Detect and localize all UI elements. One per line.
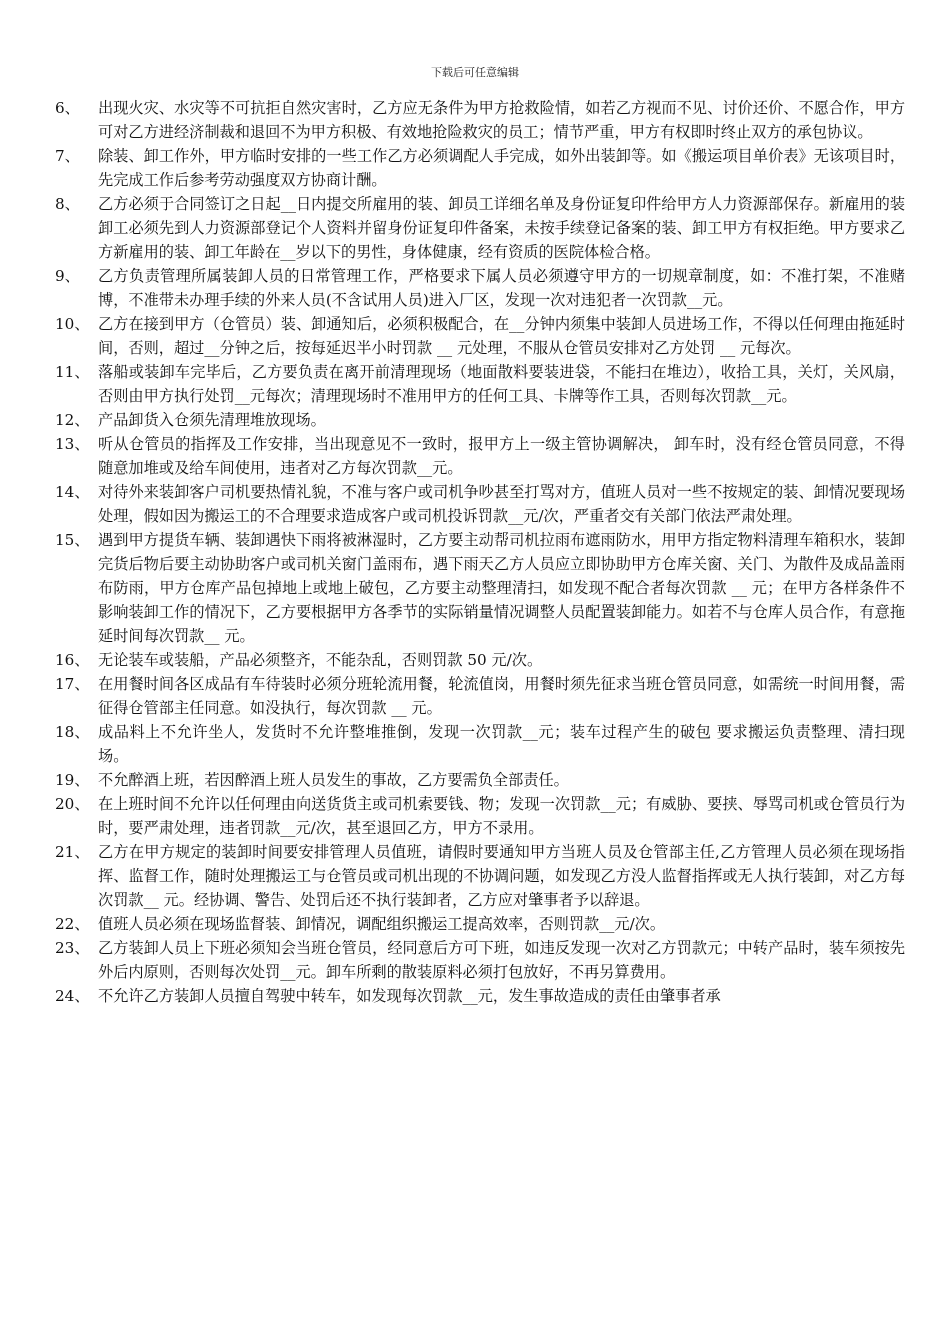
clause-number: 14、	[55, 483, 90, 501]
clause-24	[55, 984, 905, 1008]
clause-number: 22、	[55, 915, 90, 933]
clause-17	[55, 672, 905, 720]
clause-number: 7、	[55, 147, 80, 165]
clause-text: 乙方在接到甲方（仓管员）装、卸通知后，必须积极配合，在__分钟内须集中装卸人员进场工作，不得以任何理由拖延时间，否则，超过__分钟之后，按每延迟半小时罚款 __ 元处理，不服从仓管员安排对乙方处罚 __ 元每次。	[98, 315, 905, 357]
clause-text: 在用餐时间各区成品有车待装时必须分班轮流用餐，轮流值岗，用餐时须先征求当班仓管员同意，如需统一时间用餐，需征得仓管部主任同意。如没执行，每次罚款 __ 元。	[98, 675, 905, 717]
clause-21	[55, 840, 905, 912]
clause-number: 23、	[55, 939, 90, 957]
clause-20	[55, 792, 905, 840]
clause-22	[55, 912, 905, 936]
clause-number: 19、	[55, 771, 90, 789]
clause-number: 12、	[55, 411, 90, 429]
clause-12	[55, 408, 905, 432]
clause-11	[55, 360, 905, 408]
clause-15	[55, 528, 905, 648]
clause-9	[55, 264, 905, 312]
clause-text: 乙方在甲方规定的装卸时间要安排管理人员值班，请假时要通知甲方当班人员及仓管部主任,乙方管理人员必须在现场指挥、监督工作，随时处理搬运工与仓管员或司机出现的不协调问题，如发现乙方没人监督指挥或无人执行装卸，对乙方每次罚款__ 元。经协调、警告、处罚后还不执行装卸者，乙方应对肇事者予以辞退。	[98, 843, 905, 909]
page-header: 下载后可任意编辑	[431, 66, 519, 79]
clause-number: 6、	[55, 99, 80, 117]
clause-23	[55, 936, 905, 984]
clause-10	[55, 312, 905, 360]
clause-text: 出现火灾、水灾等不可抗拒自然灾害时，乙方应无条件为甲方抢救险情，如若乙方视而不见、讨价还价、不愿合作，甲方可对乙方进经济制裁和退回不为甲方积极、有效地抢险救灾的员工；情节严重，甲方有权即时终止双方的承包协议。	[98, 99, 905, 141]
clause-text: 不允醉酒上班，若因醉酒上班人员发生的事故，乙方要需负全部责任。	[98, 771, 569, 789]
clause-18	[55, 720, 905, 768]
clause-text: 值班人员必须在现场监督装、卸情况，调配组织搬运工提高效率，否则罚款__元/次。	[98, 915, 666, 933]
clause-19	[55, 768, 905, 792]
clause-text: 乙方必须于合同签订之日起__日内提交所雇用的装、卸员工详细名单及身份证复印件给甲方人力资源部保存。新雇用的装卸工必须先到人力资源部登记个人资料并留身份证复印件备案，未按手续登记备案的装、卸工甲方有权拒绝。甲方要求乙方新雇用的装、卸工年龄在__岁以下的男性，身体健康，经有资质的医院体检合格。	[98, 195, 905, 261]
clause-6	[55, 96, 905, 144]
clause-number: 21、	[55, 843, 90, 861]
clause-text: 产品卸货入仓须先清理堆放现场。	[98, 411, 326, 429]
clause-14	[55, 480, 905, 528]
clause-number: 15、	[55, 531, 90, 549]
clause-text: 不允许乙方装卸人员擅自驾驶中转车，如发现每次罚款__元，发生事故造成的责任由肇事者承	[98, 987, 721, 1005]
clause-text: 乙方装卸人员上下班必须知会当班仓管员，经同意后方可下班，如违反发现一次对乙方罚款元；中转产品时，装车须按先外后内原则，否则每次处罚__元。卸车所剩的散装原料必须打包放好，不再另算费用。	[98, 939, 905, 981]
clause-8	[55, 192, 905, 264]
clause-number: 8、	[55, 195, 80, 213]
clause-text: 除装、卸工作外，甲方临时安排的一些工作乙方必须调配人手完成，如外出装卸等。如《搬运项目单价表》无该项目时，先完成工作后参考劳动强度双方协商计酬。	[98, 147, 905, 189]
clause-number: 10、	[55, 315, 90, 333]
clause-list	[55, 96, 905, 1008]
clause-number: 13、	[55, 435, 90, 453]
clause-number: 18、	[55, 723, 90, 741]
clause-number: 11、	[55, 363, 90, 381]
clause-text: 成品料上不允许坐人，发货时不允许整堆推倒，发现一次罚款__元；装车过程产生的破包 要求搬运负责整理、清扫现场。	[98, 723, 905, 765]
clause-16	[55, 648, 905, 672]
clause-number: 17、	[55, 675, 90, 693]
clause-number: 24、	[55, 987, 90, 1005]
clause-13	[55, 432, 905, 480]
clause-text: 遇到甲方提货车辆、装卸遇快下雨将被淋湿时，乙方要主动帮司机拉雨布遮雨防水，用甲方指定物料清理车箱积水，装卸完货后物后要主动协助客户或司机关窗门盖雨布，遇下雨天乙方人员应立即协助甲方仓库关窗、关门、为散件及成品盖雨布防雨，甲方仓库产品包掉地上或地上破包，乙方要主动整理清扫，如发现不配合者每次罚款 __ 元；在甲方各样条件不影响装卸工作的情况下，乙方要根据甲方各季节的实际销量情况调整人员配置装卸能力。如若不与仓库人员合作，有意拖延时间每次罚款__ 元。	[98, 531, 905, 645]
clause-number: 20、	[55, 795, 90, 813]
clause-text: 乙方负责管理所属装卸人员的日常管理工作，严格要求下属人员必须遵守甲方的一切规章制度，如：不准打架，不准赌博，不准带未办理手续的外来人员(不含试用人员)进入厂区，发现一次对违犯者一次罚款__元。	[98, 267, 905, 309]
clause-text: 在上班时间不允许以任何理由向送货货主或司机索要钱、物；发现一次罚款__元；有威胁、要挟、辱骂司机或仓管员行为时，要严肃处理，违者罚款__元/次，甚至退回乙方，甲方不录用。	[98, 795, 905, 837]
clause-text: 落船或装卸车完毕后，乙方要负责在离开前清理现场（地面散料要装进袋，不能扫在堆边），收拾工具，关灯，关风扇，否则由甲方执行处罚__元每次；清理现场时不准用甲方的任何工具、卡牌等作工具，否则每次罚款__元。	[98, 363, 905, 405]
clause-text: 听从仓管员的指挥及工作安排，当出现意见不一致时，报甲方上一级主管协调解决， 卸车时，没有经仓管员同意，不得随意加堆或及给车间使用，违者对乙方每次罚款__元。	[98, 435, 905, 477]
clause-text: 无论装车或装船，产品必须整齐，不能杂乱，否则罚款 50 元/次。	[98, 651, 543, 669]
clause-7	[55, 144, 905, 192]
clause-number: 16、	[55, 651, 90, 669]
clause-text: 对待外来装卸客户司机要热情礼貌，不准与客户或司机争吵甚至打骂对方，值班人员对一些不按规定的装、卸情况要现场处理，假如因为搬运工的不合理要求造成客户或司机投诉罚款__元/次，严重者交有关部门依法严肃处理。	[98, 483, 905, 525]
clause-number: 9、	[55, 267, 80, 285]
